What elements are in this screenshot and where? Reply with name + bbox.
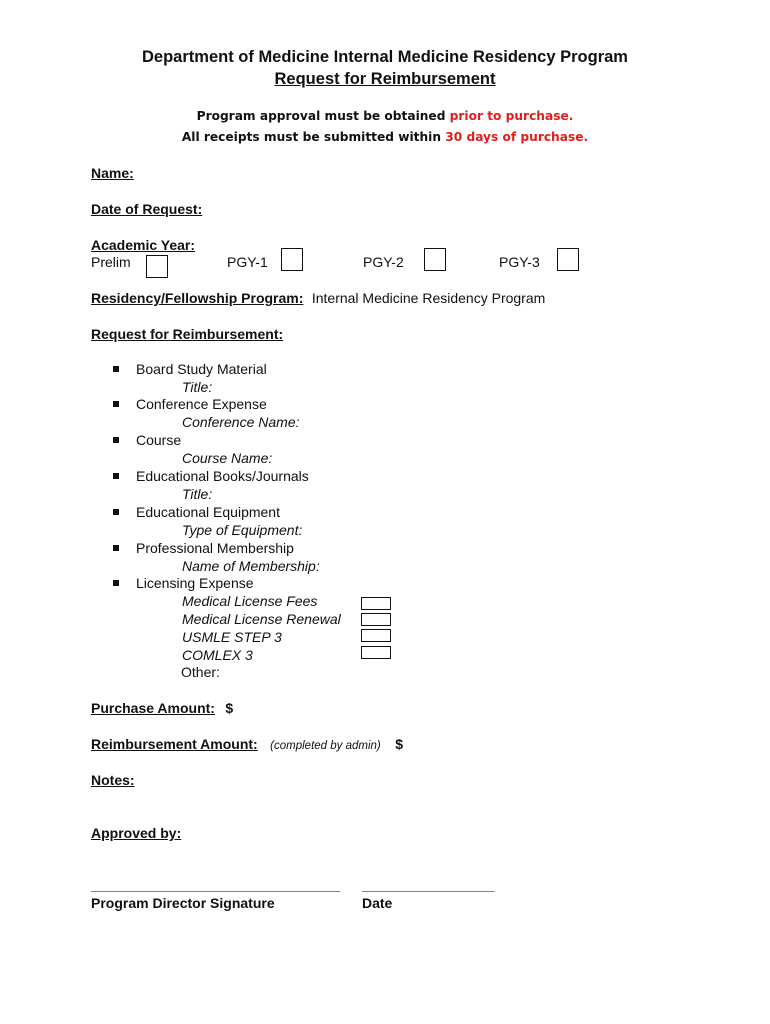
bullet-icon	[113, 509, 119, 515]
name-label: Name:	[91, 165, 134, 181]
bullet-icon	[113, 580, 119, 586]
reimbursement-amount-row	[91, 736, 403, 754]
bullet-icon	[113, 545, 119, 551]
purchase-amount-label: Purchase Amount:	[91, 700, 215, 716]
item-conference-expense: Conference Expense	[136, 396, 267, 412]
item-professional-membership-sub: Name of Membership:	[182, 558, 320, 574]
item-board-study-material: Board Study Material	[136, 361, 267, 377]
reimbursement-admin-note: (completed by admin)	[270, 740, 381, 752]
approval-note	[0, 109, 770, 123]
approval-note-text: Program approval must be obtained	[196, 109, 450, 123]
item-educational-equipment-sub: Type of Equipment:	[182, 522, 303, 538]
licensing-comlex3: COMLEX 3	[182, 647, 253, 663]
signature-caption: Program Director Signature	[91, 895, 275, 911]
pgy-option-prelim-label: Prelim	[91, 254, 131, 270]
item-course-sub: Course Name:	[182, 450, 273, 466]
item-professional-membership: Professional Membership	[136, 540, 294, 556]
program-value: Internal Medicine Residency Program	[311, 290, 546, 306]
pgy3-checkbox[interactable]	[557, 248, 579, 271]
medical-license-renewal-checkbox[interactable]	[361, 613, 391, 626]
academic-year-label: Academic Year:	[91, 237, 196, 253]
item-board-study-material-sub: Title:	[182, 379, 213, 395]
date-line: _________________	[362, 877, 495, 893]
licensing-other: Other:	[181, 664, 220, 680]
item-educational-books: Educational Books/Journals	[136, 468, 309, 484]
item-educational-equipment: Educational Equipment	[136, 504, 280, 520]
approval-note-highlight: prior to purchase.	[449, 109, 574, 123]
request-label: Request for Reimbursement:	[91, 326, 284, 342]
item-course: Course	[136, 432, 182, 448]
prelim-checkbox[interactable]	[146, 255, 168, 278]
item-conference-expense-sub: Conference Name:	[182, 414, 300, 430]
reimbursement-amount-currency: $	[395, 736, 403, 752]
form-subtitle: Request for Reimbursement	[274, 70, 496, 88]
receipt-note	[0, 130, 770, 144]
reimbursement-amount-label: Reimbursement Amount:	[91, 736, 258, 752]
purchase-amount-currency: $	[225, 700, 234, 716]
bullet-icon	[113, 437, 119, 443]
pgy-option-pgy2-label: PGY-2	[363, 254, 404, 270]
licensing-medical-license-fees: Medical License Fees	[182, 593, 318, 609]
bullet-icon	[113, 366, 119, 372]
program-label: Residency/Fellowship Program:	[91, 290, 304, 306]
licensing-usmle-step3: USMLE STEP 3	[182, 629, 282, 645]
notes-label: Notes:	[91, 772, 135, 788]
item-licensing-expense: Licensing Expense	[136, 575, 254, 591]
pgy-option-pgy1-label: PGY-1	[227, 254, 268, 270]
form-title: Department of Medicine Internal Medicine Residency Program	[142, 48, 628, 66]
pgy-option-pgy3-label: PGY-3	[499, 254, 540, 270]
usmle-step3-checkbox[interactable]	[361, 629, 391, 642]
purchase-amount-row	[91, 700, 233, 718]
program-row	[91, 290, 545, 308]
licensing-medical-license-renewal: Medical License Renewal	[182, 611, 341, 627]
approved-by-label: Approved by:	[91, 825, 182, 841]
pgy2-checkbox[interactable]	[424, 248, 446, 271]
pgy1-checkbox[interactable]	[281, 248, 303, 271]
comlex3-checkbox[interactable]	[361, 646, 391, 659]
date-caption: Date	[362, 895, 393, 911]
signature-line: ________________________________	[91, 877, 341, 893]
receipt-note-text: All receipts must be submitted within	[181, 130, 446, 144]
medical-license-fees-checkbox[interactable]	[361, 597, 391, 610]
bullet-icon	[113, 473, 119, 479]
receipt-note-highlight: 30 days of purchase.	[445, 130, 589, 144]
date-of-request-label: Date of Request:	[91, 201, 203, 217]
bullet-icon	[113, 401, 119, 407]
item-educational-books-sub: Title:	[182, 486, 213, 502]
